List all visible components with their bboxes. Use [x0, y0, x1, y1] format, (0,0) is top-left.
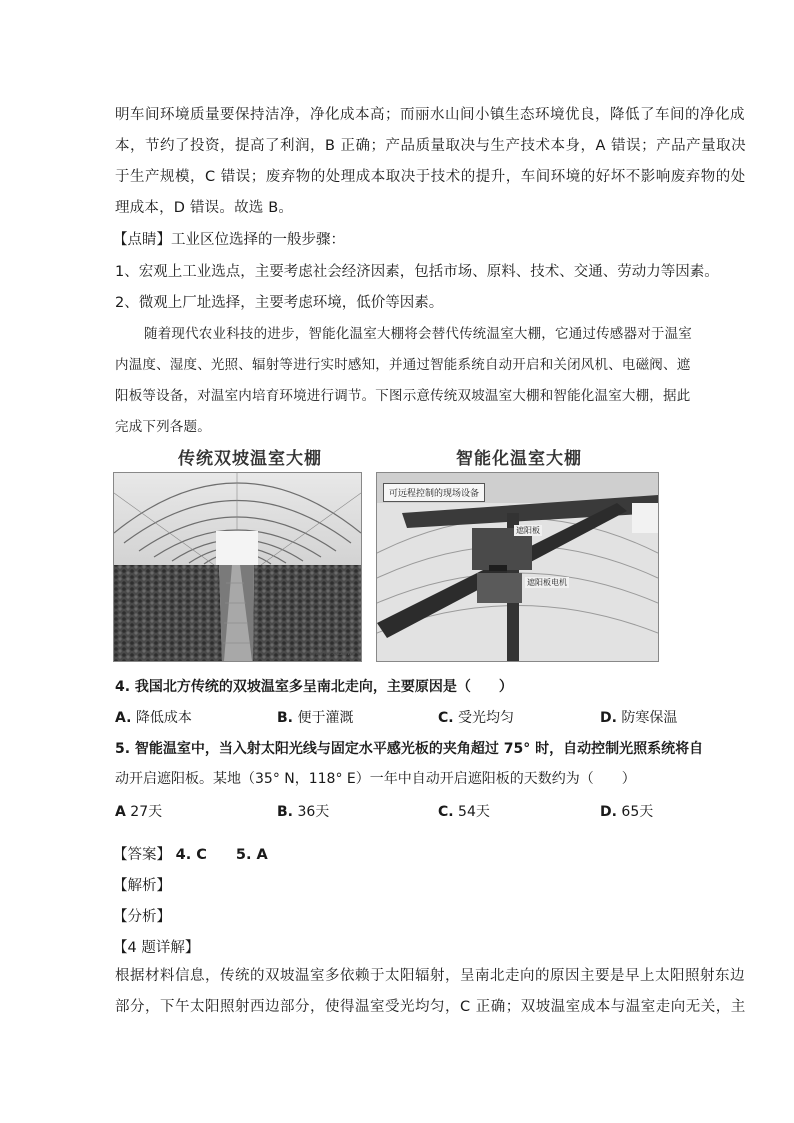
q4-option-d	[600, 707, 677, 727]
option-text: 36天	[297, 804, 330, 820]
option-text: 54天	[458, 804, 490, 820]
intro-paragraph	[115, 100, 747, 224]
option-text: 便于灌溉	[297, 710, 354, 726]
q5-option-d	[600, 801, 653, 821]
remote-equipment-label: 可远程控制的现场设备	[383, 483, 485, 502]
q5-option-a	[115, 801, 162, 821]
question-5-stem-line-2: 动开启遮阳板。某地（35° N，118° E）一年中自动开启遮阳板的天数约为（ ）	[115, 771, 636, 787]
option-text: 防寒保温	[621, 710, 678, 726]
answer-label: 【答案】	[113, 847, 171, 863]
option-key: D.	[600, 804, 617, 820]
option-text: 65天	[621, 804, 654, 820]
greenhouse-illustration	[114, 473, 361, 661]
smart-greenhouse-photo	[376, 472, 659, 662]
text-line: 内温度、湿度、光照、辐射等进行实时感知，并通过智能系统自动开启和关闭风机、电磁阀、遮	[115, 357, 691, 373]
q4-option-a	[115, 707, 192, 727]
answer-line	[113, 843, 268, 864]
q4-option-b	[277, 707, 353, 727]
shade-board-label: 遮阳板	[516, 526, 540, 535]
text-line: 部分，下午太阳照射西边部分，使得温室受光均匀，C 正确；双坡温室成本与温室走向无关，主	[115, 999, 746, 1015]
option-key: A.	[115, 710, 132, 726]
option-text: 降低成本	[135, 710, 192, 726]
option-text: 27天	[130, 804, 163, 820]
text-line: 阳板等设备，对温室内培育环境进行调节。下图示意传统双坡温室大棚和智能化温室大棚，据此	[115, 388, 691, 404]
text-line: 于生产规模，C 错误；废弃物的处理成本取决于技术的提升，车间环境的好坏不影响废弃物的处	[115, 169, 746, 185]
traditional-greenhouse-photo	[113, 472, 362, 662]
text-line: 明车间环境质量要保持洁净，净化成本高；而丽水山间小镇生态环境优良，降低了车间的净化成	[115, 107, 745, 123]
detail-label: 【4 题详解】	[113, 940, 200, 956]
photo-watermark: 微信号:ozzhws	[313, 650, 355, 657]
q5-option-c	[438, 801, 490, 821]
left-figure-caption: 传统双坡温室大棚	[178, 449, 322, 469]
question-5-stem-line-1: 5. 智能温室中，当入射太阳光线与固定水平感光板的夹角超过 75° 时，自动控制光照系统将自	[115, 741, 704, 757]
tip-step-1: 1、宏观上工业选点，主要考虑社会经济因素，包括市场、原料、技术、交通、劳动力等因素。	[115, 264, 719, 280]
question-4-stem: 4. 我国北方传统的双坡温室多呈南北走向，主要原因是（ ）	[115, 679, 513, 695]
q5-option-b	[277, 801, 329, 821]
option-key: A	[115, 804, 126, 820]
option-key: C.	[438, 804, 454, 820]
detail-paragraph	[115, 961, 746, 1023]
text-line: 根据材料信息，传统的双坡温室多依赖于太阳辐射，呈南北走向的原因主要是早上太阳照射东边	[115, 968, 745, 984]
right-figure-caption: 智能化温室大棚	[456, 449, 582, 469]
material-paragraph	[115, 318, 705, 442]
option-key: D.	[600, 710, 617, 726]
text-line: 本，节约了投资，提高了利润，B 正确；产品质量取决与生产技术本身，A 错误；产品产量取决	[115, 138, 747, 154]
option-key: B.	[277, 804, 293, 820]
option-key: C.	[438, 710, 454, 726]
tip-heading: 【点睛】工业区位选择的一般步骤：	[113, 232, 345, 248]
option-key: B.	[277, 710, 293, 726]
text-line: 完成下列各题。	[115, 419, 211, 435]
answer-value: 4. C 5. A	[175, 847, 268, 863]
tip-step-2: 2、微观上厂址选择，主要考虑环境，低价等因素。	[115, 295, 444, 311]
fenxi-label: 【分析】	[113, 909, 171, 925]
option-text: 受光均匀	[458, 710, 515, 726]
text-line: 理成本，D 错误。故选 B。	[115, 200, 294, 216]
text-line: 随着现代农业科技的进步，智能化温室大棚将会替代传统温室大棚，它通过传感器对于温室	[144, 326, 692, 342]
shade-motor-label: 遮阳板电机	[527, 578, 567, 587]
analysis-label: 【解析】	[113, 878, 171, 894]
q4-option-c	[438, 707, 514, 727]
